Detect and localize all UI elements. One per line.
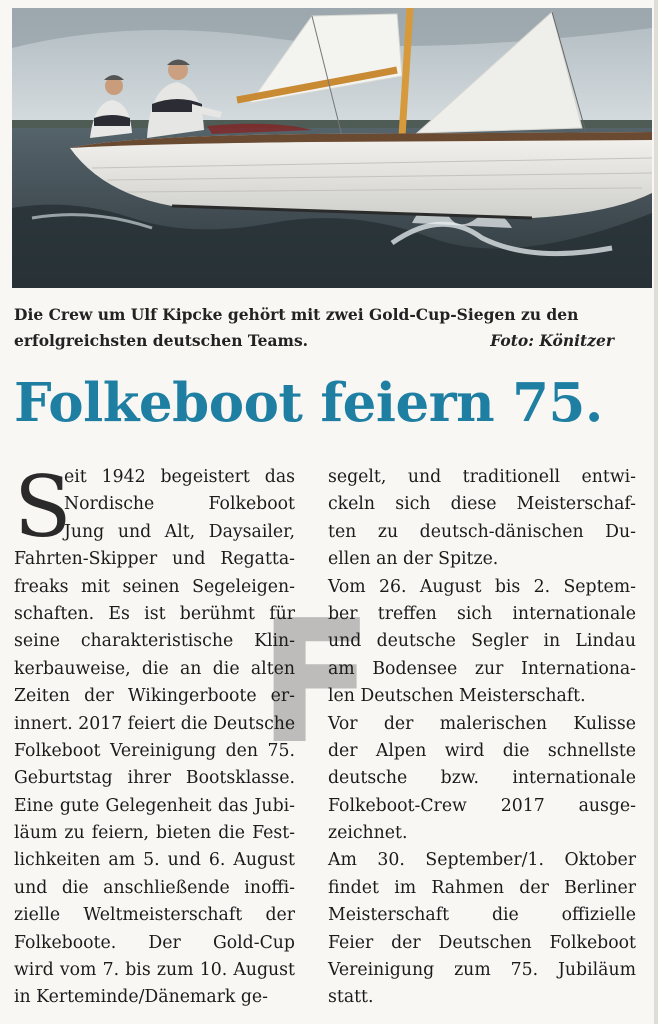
page-edge <box>654 0 658 1024</box>
text-line: lichkeiten am 5. und 6. August <box>14 850 295 871</box>
text-line: ten zu deutsch-dänischen Du- <box>328 521 636 542</box>
sailing-photo <box>12 8 652 288</box>
text-line: ckeln sich diese Meisterschaf- <box>328 494 636 515</box>
text-line: segelt, und traditionell entwi- <box>328 467 636 487</box>
text-line: Jung und Alt, Daysailer, <box>64 521 295 542</box>
caption-line-2: erfolgreichsten deutschen Teams. <box>14 331 309 350</box>
text-line: kerbauweise, die an die alten <box>14 658 295 679</box>
text-line: Vor der malerischen Kulisse <box>328 713 636 734</box>
text-line: Folkeboote. Der Gold-Cup <box>14 932 295 953</box>
text-line: eit 1942 begeistert das <box>64 467 295 487</box>
text-line: Fahrten-Skipper und Regatta- <box>14 549 295 570</box>
caption-line-1: Die Crew um Ulf Kipcke gehört mit zwei Gold-Cup-Siegen zu den <box>14 305 579 324</box>
text-line: findet im Rahmen der Berliner <box>328 877 636 898</box>
text-line: Folkeboot Vereinigung den 75. <box>14 740 295 761</box>
text-line: Folkeboot-Crew 2017 ausge- <box>328 795 636 816</box>
text-line: Vereinigung zum 75. Jubiläum <box>328 960 636 981</box>
text-line: Zeiten der Wikingerboote er- <box>14 686 295 707</box>
text-line: statt. <box>328 987 374 1008</box>
watermark-letter: F <box>258 584 375 782</box>
text-line: in Kerteminde/Dänemark ge- <box>14 987 268 1008</box>
text-line: Geburtstag ihrer Bootsklasse. <box>14 768 295 789</box>
text-line: läum zu feiern, bieten die Fest- <box>14 823 295 844</box>
text-line: wird vom 7. bis zum 10. August <box>14 960 295 981</box>
text-line: zeichnet. <box>328 823 408 844</box>
text-line: und deutsche Segler in Lindau <box>328 631 636 652</box>
right-column <box>328 464 636 1012</box>
text-line: len Deutschen Meisterschaft. <box>328 686 586 707</box>
text-line: innert. 2017 feiert die Deutsche <box>14 713 296 734</box>
photo-credit: Foto: Könitzer <box>490 331 614 350</box>
text-line: seine charakteristische Klin- <box>14 631 295 652</box>
text-line: Vom 26. August bis 2. Septem- <box>328 576 636 597</box>
drop-cap: S <box>14 458 72 556</box>
text-line: am Bodensee zur Internationa- <box>328 658 636 679</box>
text-line: Meisterschaft die offizielle <box>328 905 636 926</box>
photo-caption <box>14 302 614 354</box>
text-line: der Alpen wird die schnellste <box>328 740 636 761</box>
text-line: und die anschließende inoffi- <box>14 877 295 898</box>
left-column <box>14 458 296 1012</box>
text-line: Feier der Deutschen Folkeboot <box>328 932 636 953</box>
text-line: ber treffen sich internationale <box>328 603 636 624</box>
text-line: Eine gute Gelegenheit das Jubi- <box>14 795 295 816</box>
text-line: Nordische Folkeboot <box>64 494 295 515</box>
text-line: zielle Weltmeisterschaft der <box>14 905 295 926</box>
text-line: deutsche bzw. internationale <box>328 768 636 789</box>
text-line: ellen an der Spitze. <box>328 549 499 570</box>
text-line: freaks mit seinen Segeleigen- <box>14 576 295 597</box>
text-line: schaften. Es ist berühmt für <box>14 603 295 624</box>
text-line: Am 30. September/1. Oktober <box>328 850 636 871</box>
article-headline: Folkeboot feiern 75. <box>14 372 603 434</box>
